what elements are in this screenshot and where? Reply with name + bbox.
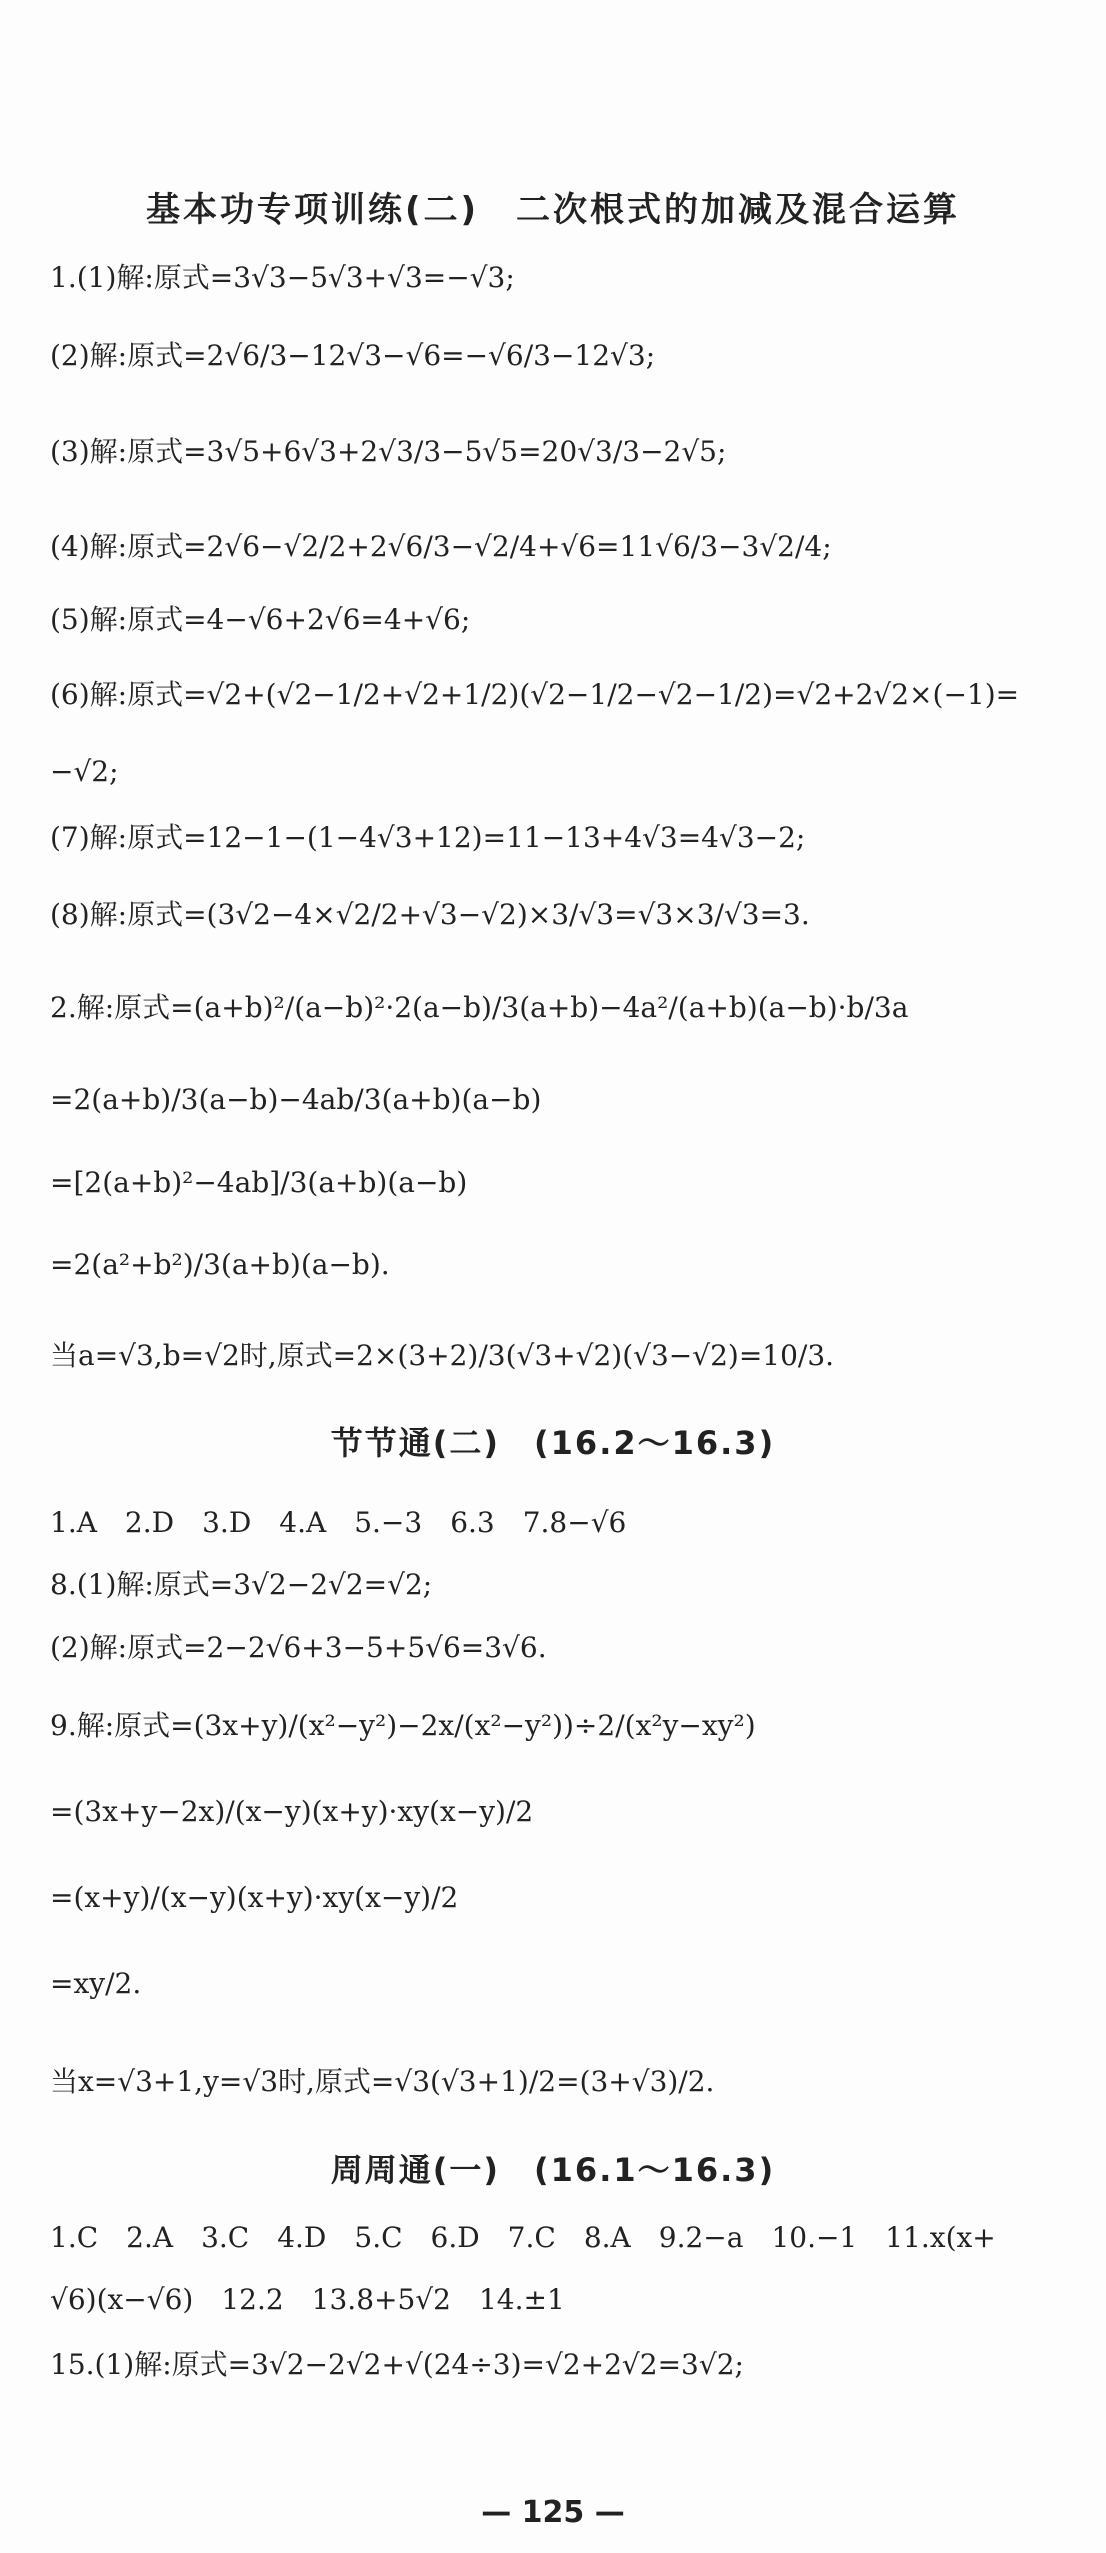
text-line: 1.A 2.D 3.D 4.A 5.−3 6.3 7.8−√6 xyxy=(50,1506,627,1539)
section-heading-1: 基本功专项训练(二) 二次根式的加减及混合运算 xyxy=(145,190,961,230)
text-line: (7)解:原式=12−1−(1−4√3+12)=11−13+4√3=4√3−2; xyxy=(50,821,806,854)
text-line: =[2(a+b)²−4ab]/3(a+b)(a−b) xyxy=(50,1166,468,1199)
text-line: (2)解:原式=2−2√6+3−5+5√6=3√6. xyxy=(50,1631,547,1664)
text-line: (6)解:原式=√2+(√2−1/2+√2+1/2)(√2−1/2−√2−1/2)=√2+2√2×(−1)= xyxy=(50,678,1020,711)
text-line: 1.(1)解:原式=3√3−5√3+√3=−√3; xyxy=(50,261,515,294)
text-line: √6)(x−√6) 12.2 13.8+5√2 14.±1 xyxy=(50,2283,565,2316)
text-line: 2.解:原式=(a+b)²/(a−b)²·2(a−b)/3(a+b)−4a²/(a+b)(a−b)·b/3a xyxy=(50,991,909,1024)
text-line: =xy/2. xyxy=(50,1967,142,2000)
section-heading-2: 节节通(二) (16.2～16.3) xyxy=(330,1424,776,1462)
text-line: 当a=√3,b=√2时,原式=2×(3+2)/3(√3+√2)(√3−√2)=10/3. xyxy=(50,1339,835,1372)
section-heading-3: 周周通(一) (16.1～16.3) xyxy=(330,2151,776,2189)
text-line: −√2; xyxy=(50,755,119,788)
text-line: 9.解:原式=(3x+y)/(x²−y²)−2x/(x²−y²))÷2/(x²y−xy²) xyxy=(50,1709,756,1742)
text-line: =2(a²+b²)/3(a+b)(a−b). xyxy=(50,1248,390,1281)
text-line: (4)解:原式=2√6−√2/2+2√6/3−√2/4+√6=11√6/3−3√2/4; xyxy=(50,530,832,563)
text-line: (5)解:原式=4−√6+2√6=4+√6; xyxy=(50,603,471,636)
page-number: — 125 — xyxy=(481,2495,625,2530)
text-line: (2)解:原式=2√6/3−12√3−√6=−√6/3−12√3; xyxy=(50,339,656,372)
text-line: (3)解:原式=3√5+6√3+2√3/3−5√5=20√3/3−2√5; xyxy=(50,435,727,468)
text-line: 1.C 2.A 3.C 4.D 5.C 6.D 7.C 8.A 9.2−a 10.−1 11.x(x+ xyxy=(50,2221,996,2254)
text-line: =(x+y)/(x−y)(x+y)·xy(x−y)/2 xyxy=(50,1881,459,1914)
text-line: =(3x+y−2x)/(x−y)(x+y)·xy(x−y)/2 xyxy=(50,1795,534,1828)
text-line: 15.(1)解:原式=3√2−2√2+√(24÷3)=√2+2√2=3√2; xyxy=(50,2348,744,2381)
text-line: 8.(1)解:原式=3√2−2√2=√2; xyxy=(50,1568,433,1601)
text-line: =2(a+b)/3(a−b)−4ab/3(a+b)(a−b) xyxy=(50,1083,542,1116)
text-line: 当x=√3+1,y=√3时,原式=√3(√3+1)/2=(3+√3)/2. xyxy=(50,2065,715,2098)
text-line: (8)解:原式=(3√2−4×√2/2+√3−√2)×3/√3=√3×3/√3=3. xyxy=(50,898,810,931)
